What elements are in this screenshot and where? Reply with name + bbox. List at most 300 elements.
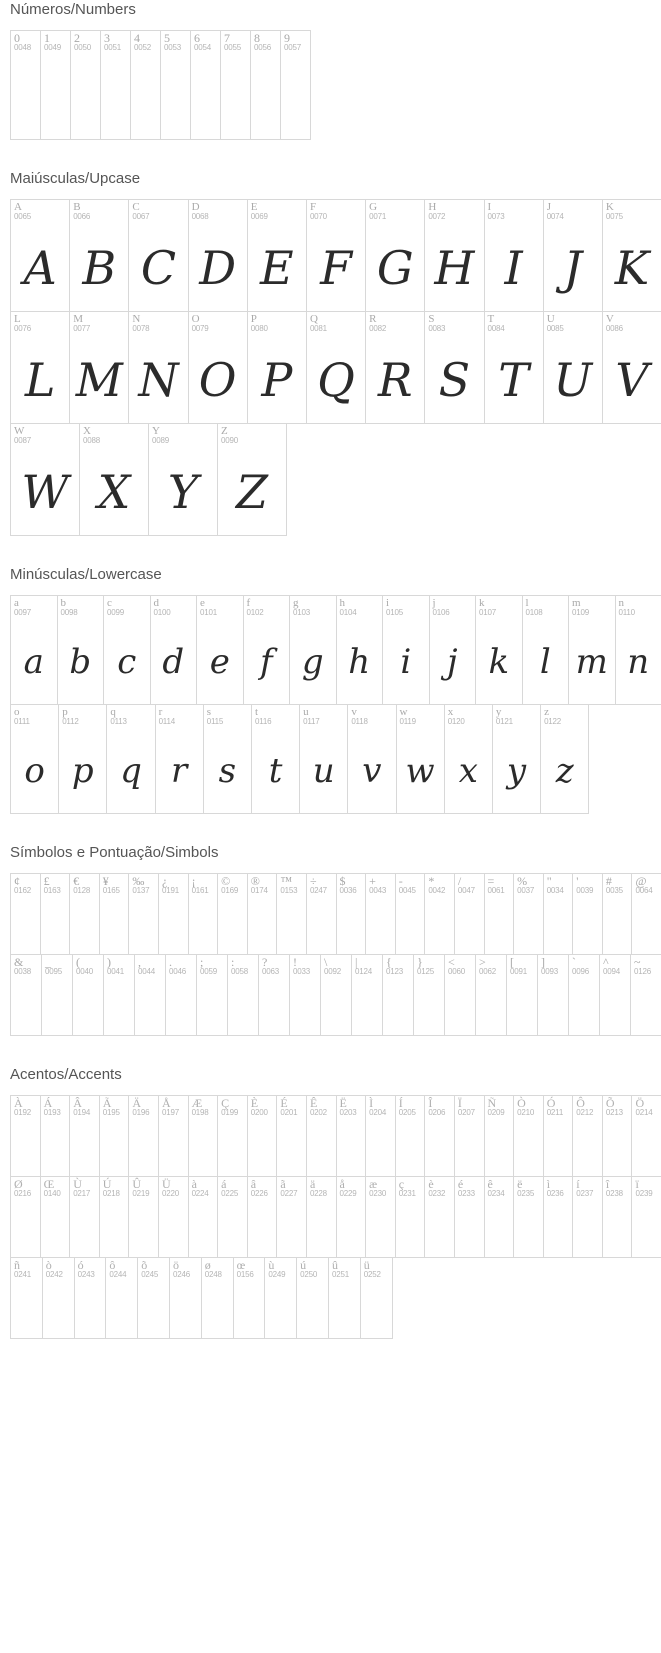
glyph-cell[interactable] <box>365 311 425 424</box>
glyph-cell[interactable] <box>227 954 259 1036</box>
glyph-cell[interactable] <box>233 1257 266 1339</box>
glyph-cell[interactable] <box>137 1257 170 1339</box>
glyph-cell[interactable] <box>10 954 42 1036</box>
glyph-cell[interactable] <box>106 704 155 814</box>
glyph-label: ) <box>107 955 111 969</box>
glyph-cell[interactable] <box>522 595 570 705</box>
glyph-cell[interactable] <box>543 311 603 424</box>
glyph-cell[interactable] <box>165 954 197 1036</box>
glyph-preview <box>11 1280 42 1339</box>
glyph-cell[interactable] <box>220 30 251 140</box>
glyph-label: J <box>546 201 551 213</box>
glyph-cell[interactable] <box>424 1176 455 1258</box>
glyph-cell[interactable] <box>328 1257 361 1339</box>
glyph-cell[interactable] <box>276 873 307 955</box>
glyph-cell[interactable] <box>69 1176 100 1258</box>
glyph-preview <box>129 896 158 955</box>
glyph-cell[interactable] <box>247 1095 278 1177</box>
glyph-cell[interactable] <box>631 873 661 955</box>
glyph-label: . <box>169 955 172 969</box>
glyph-cell[interactable] <box>100 30 131 140</box>
glyph-label: x <box>447 706 454 718</box>
glyph-label: w <box>399 706 408 718</box>
glyph-preview: h <box>348 642 371 682</box>
glyph-cell[interactable] <box>602 1176 633 1258</box>
glyph-cell[interactable] <box>306 199 366 312</box>
glyph-header <box>300 705 347 727</box>
glyph-cell[interactable] <box>201 1257 234 1339</box>
glyph-preview: I <box>504 240 523 295</box>
glyph-cell[interactable] <box>306 1176 337 1258</box>
glyph-preview <box>277 1118 306 1177</box>
glyph-cell[interactable] <box>150 595 198 705</box>
glyph-cell[interactable] <box>264 1257 297 1339</box>
glyph-cell[interactable] <box>631 1095 661 1177</box>
glyph-code: 0071 <box>369 212 387 221</box>
glyph-preview <box>277 896 306 955</box>
glyph-cell[interactable] <box>247 1176 278 1258</box>
glyph-header <box>485 312 543 334</box>
glyph-label: f <box>246 597 251 609</box>
glyph-cell[interactable] <box>444 954 476 1036</box>
glyph-header <box>544 200 602 222</box>
glyph-cell[interactable] <box>365 873 396 955</box>
glyph-cell[interactable] <box>103 954 135 1036</box>
glyph-cell[interactable] <box>424 199 484 312</box>
glyph-cell[interactable] <box>602 1095 633 1177</box>
glyph-cell[interactable] <box>188 1095 219 1177</box>
glyph-cell[interactable] <box>99 873 130 955</box>
glyph-code: 0121 <box>495 717 513 726</box>
glyph-cell[interactable] <box>99 1095 130 1177</box>
glyph-cell[interactable] <box>543 1095 574 1177</box>
glyph-cell[interactable] <box>148 423 218 536</box>
glyph-cell[interactable] <box>247 199 307 312</box>
glyph-cell[interactable] <box>40 1095 71 1177</box>
glyph-label: I <box>487 201 492 213</box>
glyph-cell[interactable] <box>492 704 541 814</box>
glyph-cell[interactable] <box>74 1257 107 1339</box>
glyph-cell[interactable] <box>299 704 348 814</box>
glyph-cell[interactable] <box>572 1095 603 1177</box>
glyph-cell[interactable] <box>506 954 538 1036</box>
glyph-cell[interactable] <box>289 595 337 705</box>
glyph-preview: F <box>320 240 352 295</box>
glyph-cell[interactable] <box>188 311 248 424</box>
glyph-header <box>603 200 661 222</box>
glyph-code: 0059 <box>200 967 217 976</box>
glyph-cell[interactable] <box>42 1257 75 1339</box>
glyph-preview <box>189 896 218 955</box>
glyph-cell[interactable] <box>454 1095 485 1177</box>
glyph-label: Ó <box>546 1096 556 1110</box>
glyph-cell[interactable] <box>41 954 73 1036</box>
glyph-cell[interactable] <box>454 873 485 955</box>
glyph-header <box>129 1177 158 1199</box>
glyph-label: { <box>386 955 392 969</box>
glyph-code: 0244 <box>109 1270 127 1279</box>
glyph-label: g <box>293 597 299 609</box>
glyph-cell[interactable] <box>196 954 228 1036</box>
glyph-cell[interactable] <box>169 1257 202 1339</box>
glyph-cell[interactable] <box>382 954 414 1036</box>
glyph-preview: Y <box>167 464 199 519</box>
glyph-header <box>11 955 41 977</box>
glyph-cell[interactable] <box>429 595 477 705</box>
glyph-cell[interactable] <box>360 1257 393 1339</box>
glyph-header <box>11 874 40 896</box>
glyph-cell[interactable] <box>72 954 104 1036</box>
glyph-cell[interactable] <box>190 30 221 140</box>
glyph-preview <box>396 1199 425 1258</box>
glyph-cell[interactable] <box>196 595 244 705</box>
glyph-header <box>632 1096 661 1118</box>
glyph-preview: f <box>259 642 273 682</box>
glyph-cell[interactable] <box>475 595 523 705</box>
glyph-cell[interactable] <box>568 954 600 1036</box>
glyph-cell[interactable] <box>69 311 129 424</box>
glyph-preview <box>221 53 250 140</box>
glyph-label: / <box>457 874 462 888</box>
glyph-cell[interactable] <box>484 1095 515 1177</box>
glyph-cell[interactable] <box>203 704 252 814</box>
glyph-cell[interactable] <box>217 1176 248 1258</box>
glyph-label: N <box>132 313 141 325</box>
glyph-cell[interactable] <box>424 873 455 955</box>
glyph-label: O <box>191 313 200 325</box>
glyph-cell[interactable] <box>413 954 445 1036</box>
glyph-cell[interactable] <box>188 199 248 312</box>
glyph-header <box>100 1177 129 1199</box>
glyph-cell[interactable] <box>10 30 41 140</box>
glyph-preview <box>455 1199 484 1258</box>
glyph-cell[interactable] <box>484 199 544 312</box>
glyph-header <box>248 874 277 896</box>
glyph-cell[interactable] <box>158 873 189 955</box>
glyph-header <box>106 1258 137 1280</box>
glyph-code: 0197 <box>161 1108 179 1117</box>
glyph-cell[interactable] <box>306 873 337 955</box>
glyph-label: @ <box>635 874 647 888</box>
glyph-code: 0119 <box>399 717 416 726</box>
glyph-label: € <box>73 874 80 888</box>
glyph-cell[interactable] <box>599 954 631 1036</box>
glyph-cell[interactable] <box>320 954 352 1036</box>
glyph-cell[interactable] <box>130 30 161 140</box>
glyph-header <box>337 596 383 618</box>
glyph-cell[interactable] <box>69 1095 100 1177</box>
glyph-cell[interactable] <box>513 1176 544 1258</box>
glyph-cell[interactable] <box>395 1095 426 1177</box>
glyph-cell[interactable] <box>306 1095 337 1177</box>
glyph-cell[interactable] <box>484 873 515 955</box>
glyph-preview: W <box>21 464 69 519</box>
glyph-cell[interactable] <box>10 1176 41 1258</box>
section-title-accents: Acentos/Accents <box>10 1066 122 1083</box>
glyph-cell[interactable] <box>10 1257 43 1339</box>
glyph-cell[interactable] <box>395 1176 426 1258</box>
glyph-header <box>603 1177 632 1199</box>
glyph-header <box>445 955 475 977</box>
glyph-cell[interactable] <box>103 595 151 705</box>
glyph-label: Y <box>152 425 160 437</box>
glyph-cell[interactable] <box>58 704 107 814</box>
glyph-header <box>281 31 310 53</box>
glyph-cell[interactable] <box>306 311 366 424</box>
glyph-code: 0068 <box>191 212 209 221</box>
glyph-cell[interactable] <box>537 954 569 1036</box>
glyph-cell[interactable] <box>128 199 188 312</box>
glyph-cell[interactable] <box>10 704 59 814</box>
glyph-preview <box>218 1118 247 1177</box>
glyph-code: 0238 <box>605 1189 623 1198</box>
glyph-preview <box>337 1118 366 1177</box>
glyph-code: 0250 <box>300 1270 318 1279</box>
glyph-cell[interactable] <box>57 595 105 705</box>
glyph-header <box>396 874 425 896</box>
glyph-cell[interactable] <box>69 199 129 312</box>
glyph-code: 0243 <box>77 1270 95 1279</box>
glyph-cell[interactable] <box>351 954 383 1036</box>
glyph-cell[interactable] <box>276 1095 307 1177</box>
glyph-cell[interactable] <box>251 704 300 814</box>
glyph-cell[interactable] <box>10 423 80 536</box>
glyph-preview <box>189 1118 218 1177</box>
glyph-code: 0201 <box>280 1108 298 1117</box>
glyph-code: 0061 <box>487 886 505 895</box>
glyph-code: 0089 <box>152 436 169 445</box>
glyph-cell[interactable] <box>513 1095 544 1177</box>
glyph-label: © <box>221 874 231 888</box>
glyph-cell[interactable] <box>543 1176 574 1258</box>
glyph-preview: T <box>498 352 529 407</box>
glyph-cell[interactable] <box>158 1095 189 1177</box>
glyph-cell[interactable] <box>296 1257 329 1339</box>
glyph-cell[interactable] <box>276 1176 307 1258</box>
glyph-label: A <box>14 201 22 213</box>
glyph-header <box>70 1177 99 1199</box>
glyph-cell[interactable] <box>247 311 307 424</box>
glyph-cell[interactable] <box>444 704 493 814</box>
glyph-cell[interactable] <box>134 954 166 1036</box>
glyph-header <box>396 1177 425 1199</box>
glyph-label: ô <box>109 1258 116 1272</box>
glyph-header <box>277 1177 306 1199</box>
glyph-cell[interactable] <box>217 1095 248 1177</box>
glyph-cell[interactable] <box>128 873 159 955</box>
glyph-cell[interactable] <box>630 954 661 1036</box>
glyph-code: 0225 <box>221 1189 239 1198</box>
glyph-cell[interactable] <box>69 873 100 955</box>
glyph-label: X <box>83 425 91 437</box>
glyph-cell[interactable] <box>79 423 149 536</box>
glyph-header <box>70 200 128 222</box>
glyph-header <box>244 596 290 618</box>
glyph-code: 0057 <box>284 43 301 52</box>
glyph-cell[interactable] <box>543 199 603 312</box>
glyph-cell[interactable] <box>382 595 430 705</box>
glyph-cell[interactable] <box>336 1176 367 1258</box>
glyph-code: 0076 <box>14 324 31 333</box>
glyph-header <box>252 705 299 727</box>
glyph-cell[interactable] <box>484 1176 515 1258</box>
glyph-cell[interactable] <box>258 954 290 1036</box>
glyph-cell[interactable] <box>336 873 367 955</box>
glyph-label: $ <box>339 874 346 888</box>
glyph-preview: c <box>117 642 137 682</box>
glyph-cell[interactable] <box>10 873 41 955</box>
glyph-cell[interactable] <box>513 873 544 955</box>
glyph-label: Ñ <box>487 1096 497 1110</box>
glyph-label: ® <box>250 874 260 888</box>
glyph-cell[interactable] <box>40 873 71 955</box>
glyph-cell[interactable] <box>128 1176 159 1258</box>
glyph-header <box>218 1177 247 1199</box>
glyph-label: ø <box>204 1258 211 1272</box>
glyph-preview: g <box>301 642 324 682</box>
glyph-header <box>159 1177 188 1199</box>
glyph-header <box>493 705 540 727</box>
glyph-code: 0120 <box>447 717 465 726</box>
glyph-preview: O <box>198 352 237 407</box>
glyph-cell[interactable] <box>365 1176 396 1258</box>
glyph-preview <box>507 977 537 1036</box>
glyph-cell[interactable] <box>289 954 321 1036</box>
glyph-cell[interactable] <box>188 1176 219 1258</box>
glyph-code: 0125 <box>417 967 434 976</box>
glyph-row <box>10 423 661 535</box>
glyph-cell[interactable] <box>540 704 589 814</box>
glyph-header <box>228 955 258 977</box>
glyph-code: 0102 <box>246 608 264 617</box>
glyph-preview <box>131 53 160 140</box>
glyph-cell[interactable] <box>99 1176 130 1258</box>
glyph-code: 0052 <box>134 43 151 52</box>
glyph-cell[interactable] <box>10 595 58 705</box>
glyph-cell[interactable] <box>10 199 70 312</box>
glyph-cell[interactable] <box>572 873 603 955</box>
glyph-label: ' <box>576 874 579 888</box>
section-title-upcase: Maiúsculas/Upcase <box>10 170 141 187</box>
glyph-label: m <box>572 597 581 609</box>
glyph-header <box>544 874 573 896</box>
glyph-cell[interactable] <box>188 873 219 955</box>
glyph-label: - <box>398 874 403 888</box>
glyph-preview: V <box>615 352 649 407</box>
glyph-preview <box>307 1199 336 1258</box>
glyph-row <box>10 1095 661 1176</box>
glyph-preview: m <box>575 642 608 682</box>
glyph-cell[interactable] <box>247 873 278 955</box>
glyph-label: Ç <box>221 1096 230 1110</box>
glyph-header <box>485 874 514 896</box>
glyph-preview <box>281 53 310 140</box>
glyph-preview <box>218 1199 247 1258</box>
glyph-label: ê <box>487 1177 493 1191</box>
glyph-code: 0086 <box>605 324 623 333</box>
glyph-label: à <box>191 1177 197 1191</box>
glyph-cell[interactable] <box>543 873 574 955</box>
glyph-preview <box>321 977 351 1036</box>
glyph-code: 0226 <box>250 1189 268 1198</box>
glyph-code: 0080 <box>250 324 268 333</box>
glyph-preview <box>70 896 99 955</box>
glyph-cell[interactable] <box>250 30 281 140</box>
glyph-cell[interactable] <box>424 1095 455 1177</box>
glyph-cell[interactable] <box>70 30 101 140</box>
glyph-code: 0114 <box>158 717 175 726</box>
glyph-header <box>396 1096 425 1118</box>
glyph-code: 0165 <box>102 886 120 895</box>
glyph-header <box>11 200 69 222</box>
glyph-label: œ <box>236 1258 246 1272</box>
glyph-cell[interactable] <box>105 1257 138 1339</box>
glyph-cell[interactable] <box>395 873 426 955</box>
glyph-cell[interactable] <box>615 595 661 705</box>
glyph-cell[interactable] <box>347 704 396 814</box>
glyph-preview <box>11 53 40 140</box>
glyph-cell[interactable] <box>40 1176 71 1258</box>
glyph-cell[interactable] <box>128 311 188 424</box>
glyph-preview: a <box>23 642 44 682</box>
glyph-cell[interactable] <box>280 30 311 140</box>
glyph-cell[interactable] <box>484 311 544 424</box>
glyph-code: 0111 <box>14 717 30 726</box>
glyph-cell[interactable] <box>454 1176 485 1258</box>
glyph-cell[interactable] <box>40 30 71 140</box>
glyph-cell[interactable] <box>631 1176 661 1258</box>
glyph-preview <box>248 896 277 955</box>
glyph-cell[interactable] <box>396 704 445 814</box>
glyph-cell[interactable] <box>336 595 384 705</box>
glyph-cell[interactable] <box>365 1095 396 1177</box>
glyph-cell[interactable] <box>572 1176 603 1258</box>
glyph-preview <box>11 1199 40 1258</box>
glyph-row <box>10 1257 661 1338</box>
glyph-preview: C <box>140 240 177 295</box>
glyph-code: 0191 <box>161 886 179 895</box>
glyph-cell[interactable] <box>424 311 484 424</box>
glyph-cell[interactable] <box>568 595 616 705</box>
glyph-cell[interactable] <box>155 704 204 814</box>
glyph-cell[interactable] <box>10 311 70 424</box>
glyph-cell[interactable] <box>602 311 661 424</box>
glyph-cell[interactable] <box>243 595 291 705</box>
glyph-header <box>189 1096 218 1118</box>
glyph-cell[interactable] <box>158 1176 189 1258</box>
glyph-code: 0033 <box>293 967 310 976</box>
glyph-cell[interactable] <box>217 423 287 536</box>
glyph-cell[interactable] <box>602 199 661 312</box>
glyph-cell[interactable] <box>365 199 425 312</box>
glyph-cell[interactable] <box>336 1095 367 1177</box>
glyph-code: 0070 <box>309 212 327 221</box>
glyph-label: Q <box>309 313 318 325</box>
glyph-cell[interactable] <box>475 954 507 1036</box>
glyph-cell[interactable] <box>128 1095 159 1177</box>
glyph-code: 0126 <box>634 967 651 976</box>
glyph-header <box>277 1096 306 1118</box>
glyph-code: 0249 <box>268 1270 286 1279</box>
glyph-label: n <box>618 597 624 609</box>
glyph-cell[interactable] <box>160 30 191 140</box>
glyph-preview <box>485 1199 514 1258</box>
glyph-cell[interactable] <box>602 873 633 955</box>
glyph-cell[interactable] <box>217 873 248 955</box>
glyph-code: 0103 <box>293 608 310 617</box>
glyph-label: " <box>546 874 552 888</box>
glyph-cell[interactable] <box>10 1095 41 1177</box>
